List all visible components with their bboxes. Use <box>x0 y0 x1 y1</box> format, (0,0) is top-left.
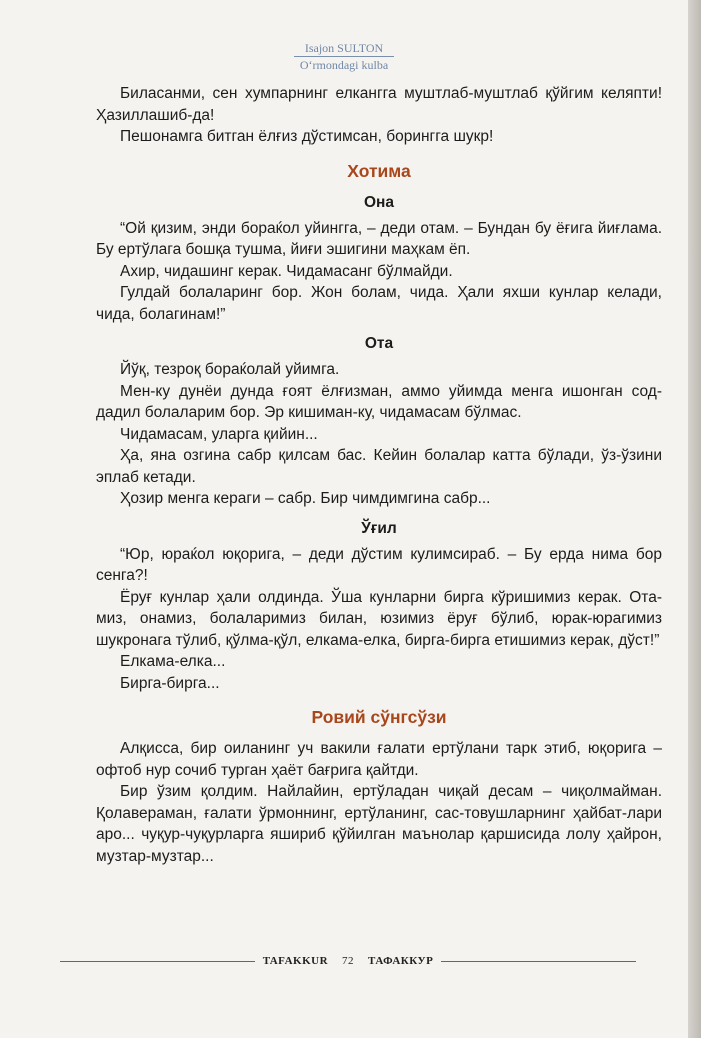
header-author: Isajon SULTON <box>304 41 384 55</box>
paragraph: Ҳозир менга кераги – сабр. Бир чимдимгина сабр... <box>120 490 491 507</box>
header-divider <box>294 56 394 57</box>
paragraph: Чидамасам, уларга қийин... <box>120 425 318 443</box>
paragraph: Йўқ, тезроқ бораќолай уйимга. <box>120 361 340 378</box>
paragraph: Ҳа, яна озгина сабр қилсам бас. Кейин болалар катта бўлади, ўз-ўзини эплаб кетади. <box>96 447 662 486</box>
paragraph: Алқисса, бир оиланинг уч вакили ғалати ертўлани тарк этиб, юқорига – офтоб нур сочиб турган ҳаёт бағрига қайтди. <box>96 740 662 779</box>
paragraph: “Ой қизим, энди бораќол уйингга, – деди отам. – Бундан бу ёғига йиғлама. Бу ертўлага бошқа тушма, йиғи эшигини маҳкам ёп. <box>96 219 662 258</box>
subsection-title-son: Ўғил <box>361 519 397 537</box>
paragraph: Биласанми, сен хумпарнинг елкангга муштлаб-муштлаб қўйгим келяпти! Ҳазиллашиб-да! <box>96 85 662 124</box>
footer-journal-cyrillic: ТАФАККУР <box>368 955 434 967</box>
section-title-narrator: Ровий сўнгсўзи <box>311 707 447 727</box>
page-body <box>96 83 662 867</box>
paragraph: Бир ўзим қолдим. Найлайин, ертўладан чиқай десам – чиқолмайман. Қолавераман, ғалати ўрмоннинг, ертўланинг, сас-товушларнинг ҳайбат-лари аро... чуқур-чуқурларга яшириб қўйилган маънолар қаршисида лолу ҳайрон, музтар-музтар... <box>96 783 662 865</box>
paragraph: Гулдай болаларинг бор. Жон болам, чида. Ҳали яхши кунлар келади, чида, болагинам!” <box>96 284 662 323</box>
paragraph: Ахир, чидашинг керак. Чидамасанг бўлмайди. <box>120 262 453 280</box>
paragraph: Ёруғ кунлар ҳали олдинда. Ўша кунларни бирга кўришимиз керак. Ота-миз, онамиз, болаларимиз билан, юзимиз ёруғ бўлиб, юрак-юрагимиз шукронага тўлиб, қўлма-қўл, елкама-елка, бирга-бирга етишимиз керак, дўст!” <box>96 588 662 649</box>
paragraph: Бирга-бирга... <box>120 674 220 692</box>
footer-journal-latin: TAFAKKUR <box>262 955 329 967</box>
footer-rule-right <box>441 961 636 962</box>
header-book-title: O‘rmondagi kulba <box>299 58 389 72</box>
paragraph: Пешонамга битган ёлғиз дўстимсан, борингга шукр! <box>120 128 494 145</box>
subsection-title-father: Ота <box>364 335 394 352</box>
running-header <box>0 41 688 72</box>
paragraph: Елкама-елка... <box>120 653 226 670</box>
page-number: 72 <box>342 955 355 967</box>
page-footer <box>60 955 636 967</box>
section-title-epilogue: Хотима <box>347 160 411 181</box>
footer-rule-left <box>60 961 255 962</box>
paragraph: Мен-ку дунёи дунда ғоят ёлғизман, аммо уйимда менга ишонган сод-дадил болаларим бор. Эр кишиман-ку, чидамасам бўлмас. <box>96 382 662 421</box>
paragraph: “Юр, юраќол юқорига, – деди дўстим кулимсираб. – Бу ерда нима бор сенга?! <box>96 545 662 584</box>
page-edge-shadow <box>688 0 701 1038</box>
subsection-title-mother: Она <box>363 193 395 211</box>
